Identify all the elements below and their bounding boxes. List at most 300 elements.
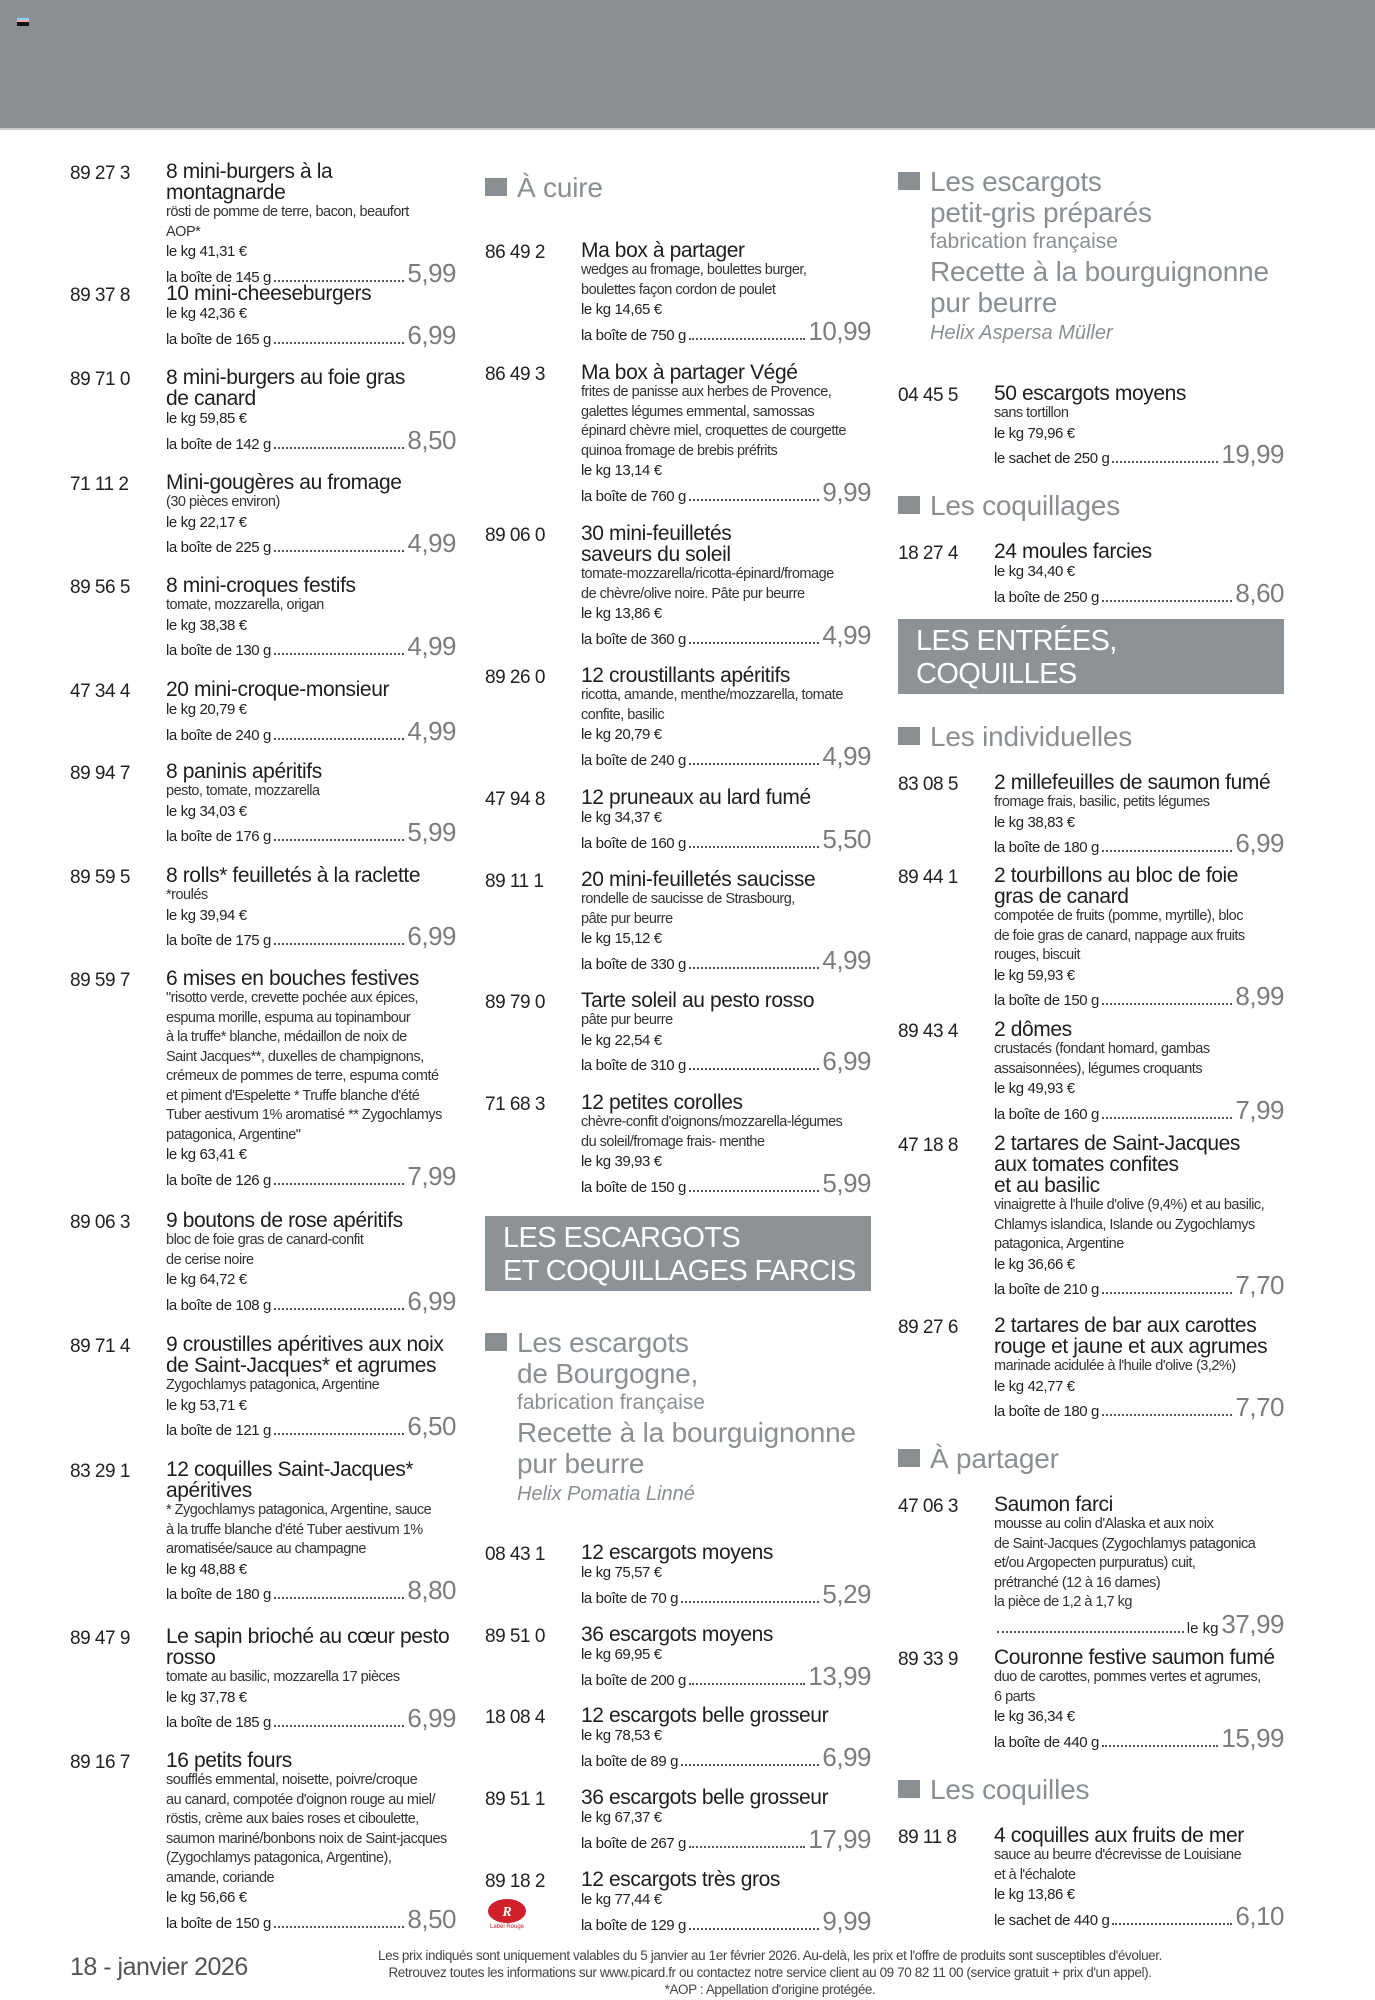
price-per-kg: le kg 78,53 € (581, 1727, 662, 1744)
dot-leader (274, 1926, 404, 1928)
package-size: la boîte de 760 g (581, 487, 686, 505)
price-per-kg: le kg 41,31 € (166, 243, 247, 260)
product-name: 12 escargots moyens (581, 1541, 774, 1564)
package-size: la boîte de 250 g (994, 588, 1099, 606)
dot-leader (689, 499, 819, 501)
product-body (581, 664, 871, 771)
square-bullet-icon (485, 1333, 507, 1351)
product-description: wedges au fromage, boulettes burger, boulettes façon cordon de poulet (581, 262, 807, 298)
package-size: la boîte de 240 g (166, 726, 271, 744)
product-body (581, 361, 871, 507)
square-bullet-icon (898, 496, 920, 514)
dot-leader (1112, 1923, 1232, 1925)
price-per-kg: le kg 20,79 € (581, 726, 662, 743)
page-number: 18 - janvier 2026 (70, 1953, 248, 1981)
product-code: 89 56 5 (70, 577, 130, 598)
price-row (581, 1167, 871, 1198)
product-code: 04 45 5 (898, 385, 958, 406)
price: 7,70 (1235, 1270, 1284, 1300)
package-size: la boîte de 310 g (581, 1057, 686, 1074)
price: 9,99 (822, 476, 871, 507)
price: 6,99 (407, 921, 456, 951)
product-body (166, 282, 456, 350)
price: 4,99 (822, 944, 871, 975)
product-code: 89 27 3 (70, 163, 130, 184)
price-row (994, 981, 1284, 1011)
package-size: la boîte de 175 g (166, 932, 271, 949)
product-description: soufflés emmental, noisette, poivre/croque au canard, compotée d'oignon rouge au miel/ röstis, crème aux baies roses et ciboulette, saumon mariné/bonbons noix de Saint-jacques (Zygochlamys patagonica, Argentine), amande, coriande (166, 1772, 447, 1886)
product-body (166, 1333, 456, 1441)
square-bullet-icon (898, 1449, 920, 1467)
banner-line: ET COQUILLAGES FARCIS (503, 1255, 856, 1287)
price-row (581, 1823, 871, 1854)
package-size: la boîte de 165 g (166, 330, 271, 348)
product-code: 89 37 8 (70, 285, 130, 306)
heading-line: fabrication française (517, 1391, 705, 1414)
heading-text (930, 490, 1120, 521)
dot-leader (274, 839, 404, 841)
dot-leader (274, 342, 404, 344)
product-code: 89 18 2 (485, 1871, 545, 1892)
product-name: Ma box à partager (581, 239, 745, 262)
product-body (581, 1623, 871, 1691)
product-code: 47 18 8 (898, 1135, 958, 1156)
price-row (994, 439, 1284, 469)
product-body (581, 868, 871, 975)
label-rouge-logo (486, 1897, 528, 1933)
dot-leader (274, 1183, 404, 1185)
package-size: la boîte de 145 g (166, 268, 271, 286)
product-description: sauce au beurre d'écrevisse de Louisiane et à l'échalote (994, 1847, 1242, 1883)
product-name: 12 coquilles Saint-Jacques* apéritives (166, 1458, 414, 1502)
product-code: 18 08 4 (485, 1707, 545, 1728)
product-body (581, 239, 871, 346)
heading-text (930, 166, 1269, 348)
price-per-kg: le kg 14,65 € (581, 301, 662, 318)
banner-line: LES ENTRÉES, COQUILLES (916, 625, 1117, 690)
price-per-kg: le kg 42,77 € (994, 1377, 1075, 1395)
dot-leader (689, 642, 819, 644)
product-body (166, 1749, 456, 1934)
product-description: tomate, mozzarella, origan (166, 597, 324, 613)
product-name: 20 mini-feuilletés saucisse (581, 868, 816, 891)
product-name: 36 escargots belle grosseur (581, 1786, 829, 1809)
package-size: la boîte de 176 g (166, 828, 271, 845)
heading-line: Les escargots (930, 166, 1102, 197)
price-row (166, 528, 456, 558)
product-name: 2 millefeuilles de saumon fumé (994, 771, 1271, 794)
package-size: la boîte de 126 g (166, 1171, 271, 1189)
price-per-kg: le kg 48,88 € (166, 1560, 247, 1578)
price-per-kg: le kg 37,78 € (166, 1688, 247, 1706)
price: 8,60 (1235, 577, 1284, 608)
price: 7,70 (1235, 1392, 1284, 1422)
price: 6,99 (407, 1285, 456, 1316)
product-name: 2 tourbillons au bloc de foie gras de canard (994, 864, 1239, 908)
package-size: le sachet de 250 g (994, 450, 1110, 467)
heading-text (517, 1327, 856, 1509)
heading-line: petit-gris préparés (930, 197, 1152, 228)
heading-line: pur beurre (930, 287, 1058, 318)
package-size: la boîte de 210 g (994, 1281, 1099, 1298)
product-description: * Zygochlamys patagonica, Argentine, sauce à la truffe blanche d'été Tuber aestivum 1% aromatisée/sauce au champagne (166, 1502, 432, 1557)
price-per-kg: le kg 13,14 € (581, 462, 662, 479)
price-per-kg: le kg 13,86 € (994, 1886, 1075, 1903)
product-body (166, 864, 456, 951)
price-per-kg: le kg 34,37 € (581, 809, 662, 826)
product-code: 18 27 4 (898, 543, 958, 564)
product-code: 89 44 1 (898, 867, 958, 888)
square-bullet-icon (485, 178, 507, 196)
dot-leader (274, 1597, 404, 1599)
product-code: 89 94 7 (70, 763, 130, 784)
dot-leader (689, 1846, 805, 1848)
price: 7,99 (407, 1160, 456, 1191)
dot-leader (681, 1601, 819, 1603)
product-description: chèvre-confit d'oignons/mozzarella-légumes du soleil/fromage frais- menthe (581, 1114, 843, 1150)
product-body (994, 1132, 1284, 1300)
dot-leader (997, 1631, 1184, 1633)
product-name: 2 tartares de Saint-Jacques aux tomates confites et au basilic (994, 1132, 1241, 1197)
price-row (166, 257, 456, 288)
price: 10,99 (808, 315, 871, 346)
product-name: 4 coquilles aux fruits de mer (994, 1824, 1244, 1847)
package-size: le sachet de 440 g (994, 1911, 1110, 1929)
dot-leader (1102, 850, 1232, 852)
section-heading (898, 1774, 1288, 1805)
product-description: tomate-mozzarella/ricotta-épinard/fromage de chèvre/olive noire. Pâte pur beurre (581, 566, 834, 602)
label-rouge-icon (486, 1897, 528, 1925)
dot-leader (689, 763, 819, 765)
package-size: la boîte de 160 g (994, 1105, 1099, 1123)
price-per-kg: le kg 64,72 € (166, 1271, 247, 1288)
product-description: mousse au colin d'Alaska et aux noix de Saint-Jacques (Zygochlamys patagonica et/ou Argopecten purpuratus) cuit, prétranché (12 à 16 darnes) la pièce de 1,2 à 1,7 kg (994, 1516, 1256, 1610)
price-row (581, 1046, 871, 1076)
dot-leader (274, 550, 404, 552)
product-code: 47 06 3 (898, 1496, 958, 1517)
price-row (166, 715, 456, 746)
product-code: 83 08 5 (898, 774, 958, 795)
product-body (581, 1091, 871, 1198)
price-row (166, 1703, 456, 1733)
product-body (166, 366, 456, 455)
price-per-kg: le kg 59,93 € (994, 966, 1075, 984)
price: 4,99 (822, 740, 871, 771)
price: 4,99 (407, 631, 456, 661)
package-size: la boîte de 750 g (581, 326, 686, 344)
product-code: 89 71 0 (70, 369, 130, 390)
package-size: la boîte de 185 g (166, 1714, 271, 1731)
heading-line: Les escargots (517, 1327, 689, 1358)
price-row (166, 1411, 456, 1441)
price: 9,99 (822, 1905, 871, 1936)
product-name: 8 rolls* feuilletés à la raclette (166, 864, 421, 887)
product-name: 8 mini-burgers à la montagnarde (166, 160, 333, 204)
price-per-kg: le kg 79,96 € (994, 424, 1075, 442)
product-code: 08 43 1 (485, 1544, 545, 1565)
product-code: 86 49 2 (485, 242, 545, 263)
price-row (581, 740, 871, 771)
product-code: 89 06 0 (485, 525, 545, 546)
square-bullet-icon (898, 1780, 920, 1798)
price-row (994, 1270, 1284, 1300)
product-body (166, 760, 456, 847)
package-size: la boîte de 200 g (581, 1671, 686, 1689)
product-body (994, 540, 1284, 608)
product-body (166, 471, 456, 558)
product-description: "risotto verde, crevette pochée aux épices, espuma morille, espuma au topinambour à la truffe* blanche, médaillon de noix de Saint Jacques**, duxelles de champignons, crémeux de pommes de terre, espuma comté et piment d'Espelette * Truffe blanche d'été Tuber aestivum 1% aromatisé ** Zygochlamys patagonica, Argentine" (166, 990, 442, 1143)
price-row (166, 424, 456, 455)
product-code: 89 06 3 (70, 1212, 130, 1233)
product-code: 89 47 9 (70, 1628, 130, 1649)
price: 6,99 (407, 319, 456, 350)
product-name: Mini-gougères au fromage (166, 471, 402, 494)
product-name: Saumon farci (994, 1493, 1113, 1516)
price: 8,80 (407, 1575, 456, 1605)
label-rouge-text: Label Rouge (489, 1924, 525, 1930)
product-body (581, 1868, 871, 1936)
product-description: bloc de foie gras de canard-confit de cerise noire (166, 1232, 364, 1268)
price-row (166, 817, 456, 847)
category-banner (485, 1216, 871, 1291)
package-size: la boîte de 129 g (581, 1916, 686, 1934)
dot-leader (1102, 1003, 1232, 1005)
product-code: 89 11 8 (898, 1827, 957, 1848)
product-description: vinaigrette à l'huile d'olive (9,4%) et au basilic, Chlamys islandica, Islande ou Zygochlamys patagonica, Argentine (994, 1197, 1265, 1252)
price: 5,99 (407, 817, 456, 847)
category-banner (898, 619, 1284, 723)
price: 7,99 (1235, 1094, 1284, 1125)
package-size: la boîte de 225 g (166, 539, 271, 556)
heading-line: de Bourgogne, (517, 1358, 699, 1389)
price-per-kg: le kg 34,40 € (994, 563, 1075, 580)
product-body (994, 1493, 1284, 1639)
product-description: (30 pièces environ) (166, 494, 280, 510)
price-per-kg: le kg 53,71 € (166, 1396, 247, 1414)
product-description: rondelle de saucisse de Strasbourg, pâte pur beurre (581, 891, 795, 927)
product-name: Couronne festive saumon fumé (994, 1646, 1275, 1669)
product-body (994, 1824, 1284, 1931)
price: 6,99 (822, 1741, 871, 1772)
dot-leader (1102, 1117, 1232, 1119)
price-row (166, 1903, 456, 1934)
dot-leader (274, 738, 404, 740)
product-body (166, 1209, 456, 1316)
heading-line: Recette à la bourguignonne (517, 1417, 856, 1448)
banner-line: LES ESCARGOTS (503, 1222, 741, 1254)
product-description: tomate au basilic, mozzarella 17 pièces (166, 1669, 400, 1685)
product-body (166, 574, 456, 661)
package-size: la boîte de 267 g (581, 1834, 686, 1852)
price-per-kg: le kg 22,17 € (166, 513, 247, 531)
product-body (166, 967, 456, 1191)
price: 5,29 (822, 1578, 871, 1609)
dot-leader (274, 653, 404, 655)
section-heading (898, 1443, 1288, 1474)
price: 4,99 (407, 528, 456, 558)
price-per-kg: le kg 36,66 € (994, 1255, 1075, 1273)
footer-line: Les prix indiqués sont uniquement valables du 5 janvier au 1er février 2026. Au-delà, les prix et l'offre de produits sont susceptibles d'évoluer. (377, 1948, 1162, 1963)
product-name: 24 moules farcies (994, 540, 1152, 563)
dot-leader (1102, 600, 1232, 602)
product-code: 89 11 1 (485, 871, 544, 892)
flag-icon (17, 18, 29, 26)
product-body (166, 678, 456, 746)
section-heading (898, 166, 1288, 348)
price-row (581, 1905, 871, 1936)
product-body (994, 382, 1284, 469)
heading-line: Helix Pomatia Linné (517, 1483, 695, 1505)
price-row (994, 1722, 1284, 1753)
product-body (166, 1458, 456, 1605)
product-name: 30 mini-feuilletés saveurs du soleil (581, 522, 732, 566)
price-per-kg: le kg 75,57 € (581, 1564, 662, 1581)
price: 17,99 (808, 1823, 871, 1854)
svg-text:R: R (502, 1905, 512, 1920)
heading-text (930, 1443, 1059, 1474)
product-body (994, 1018, 1284, 1125)
footer-line: Retrouvez toutes les informations sur www.picard.fr ou contactez notre service client au 09 70 82 11 00 (service gratuit + prix d'un appel). (388, 1965, 1152, 1980)
price-per-kg: le kg 49,93 € (994, 1080, 1075, 1097)
package-size: la boîte de 150 g (166, 1914, 271, 1932)
product-code: 47 34 4 (70, 681, 130, 702)
package-size: la boîte de 180 g (994, 1403, 1099, 1420)
banner-line: ET CASSOLETTES (916, 691, 1164, 723)
price-row (581, 944, 871, 975)
heading-line: Les coquillages (930, 490, 1121, 521)
heading-line: À partager (930, 1443, 1059, 1474)
product-code: 47 94 8 (485, 789, 545, 810)
price-row (994, 577, 1284, 608)
price: 4,99 (822, 619, 871, 650)
product-code: 89 33 9 (898, 1649, 958, 1670)
heading-text (930, 1774, 1089, 1805)
product-name: 10 mini-cheeseburgers (166, 282, 372, 305)
product-name: 6 mises en bouches festives (166, 967, 420, 990)
package-size: la boîte de 360 g (581, 630, 686, 648)
product-name: 20 mini-croque-monsieur (166, 678, 390, 701)
price: 6,99 (1235, 828, 1284, 858)
product-code: 83 29 1 (70, 1461, 130, 1482)
product-body (166, 160, 456, 288)
price: 8,50 (407, 424, 456, 455)
product-code: 89 26 0 (485, 667, 545, 688)
price-per-kg: le kg 38,38 € (166, 616, 247, 634)
product-description: pâte pur beurre (581, 1012, 673, 1028)
price-per-kg: le kg 77,44 € (581, 1891, 662, 1908)
product-name: 12 croustillants apéritifs (581, 664, 791, 687)
price: 13,99 (808, 1660, 871, 1691)
product-code: 89 71 4 (70, 1336, 130, 1357)
product-body (994, 1314, 1284, 1422)
product-name: Ma box à partager Végé (581, 361, 798, 384)
footer-notes (280, 1947, 1260, 1998)
price-row (581, 823, 871, 854)
dot-leader (689, 1190, 819, 1192)
price-per-kg: le kg 15,12 € (581, 930, 662, 947)
price-row (581, 476, 871, 507)
product-name: 12 escargots très gros (581, 1868, 780, 1891)
product-description: marinade acidulée à l'huile d'olive (3,2%) (994, 1358, 1236, 1374)
price: 6,99 (822, 1046, 871, 1076)
price: 8,50 (407, 1903, 456, 1934)
price-per-kg: le kg 56,66 € (166, 1889, 247, 1906)
price-per-kg: le kg 59,85 € (166, 410, 247, 427)
product-code: 86 49 3 (485, 364, 545, 385)
price-row (581, 315, 871, 346)
product-description: Zygochlamys patagonica, Argentine (166, 1377, 380, 1393)
product-body (581, 786, 871, 854)
square-bullet-icon (898, 727, 920, 745)
product-body (581, 1704, 871, 1772)
product-body (581, 1786, 871, 1854)
product-name: 12 pruneaux au lard fumé (581, 786, 811, 809)
product-description: pesto, tomate, mozzarella (166, 783, 320, 799)
product-name: 2 tartares de bar aux carottes rouge et jaune et aux agrumes (994, 1314, 1268, 1358)
dot-leader (689, 1683, 805, 1685)
heading-line: Helix Aspersa Müller (930, 322, 1113, 344)
product-name: Tarte soleil au pesto rosso (581, 989, 815, 1012)
price-per-kg: le kg 38,83 € (994, 813, 1075, 831)
dot-leader (274, 1433, 404, 1435)
price-row (994, 1608, 1284, 1639)
product-code: 89 27 6 (898, 1317, 958, 1338)
product-code: 71 11 2 (70, 474, 129, 495)
product-body (581, 1541, 871, 1609)
product-body (581, 989, 871, 1076)
dot-leader (689, 846, 819, 848)
product-code: 89 51 1 (485, 1789, 545, 1810)
product-name: 8 mini-croques festifs (166, 574, 356, 597)
package-size: la boîte de 89 g (581, 1752, 679, 1770)
price-per-kg: le kg 67,37 € (581, 1809, 662, 1826)
price-row (581, 1741, 871, 1772)
price-row (166, 1160, 456, 1191)
price-row (994, 1392, 1284, 1422)
product-name: 12 escargots belle grosseur (581, 1704, 829, 1727)
price-per-kg: le kg 34,03 € (166, 802, 247, 820)
product-name: 8 paninis apéritifs (166, 760, 322, 783)
package-size: la boîte de 70 g (581, 1589, 679, 1607)
heading-line: Les coquilles (930, 1774, 1090, 1805)
product-description: ricotta, amande, menthe/mozzarella, tomate confite, basilic (581, 687, 843, 723)
product-name: 16 petits fours (166, 1749, 292, 1772)
package-size: la boîte de 108 g (166, 1296, 271, 1314)
heading-line: fabrication française (930, 230, 1118, 253)
dot-leader (689, 338, 805, 340)
price-row (166, 319, 456, 350)
product-body (994, 864, 1284, 1011)
product-body (166, 1625, 456, 1733)
dot-leader (689, 1928, 819, 1930)
price-per-kg: le kg 13,86 € (581, 605, 662, 622)
section-heading (485, 172, 875, 203)
dot-leader (274, 1308, 404, 1310)
dot-leader (274, 943, 404, 945)
product-name: 2 dômes (994, 1018, 1072, 1041)
product-name: 36 escargots moyens (581, 1623, 774, 1646)
price-row (166, 1285, 456, 1316)
price-row (581, 1660, 871, 1691)
dot-leader (689, 967, 819, 969)
heading-text (517, 172, 603, 203)
price-per-kg: le kg 39,93 € (581, 1153, 662, 1170)
price: 4,99 (407, 715, 456, 746)
product-body (994, 1646, 1284, 1753)
package-size: la boîte de 330 g (581, 955, 686, 973)
section-heading (898, 721, 1288, 752)
price: 19,99 (1221, 439, 1284, 469)
